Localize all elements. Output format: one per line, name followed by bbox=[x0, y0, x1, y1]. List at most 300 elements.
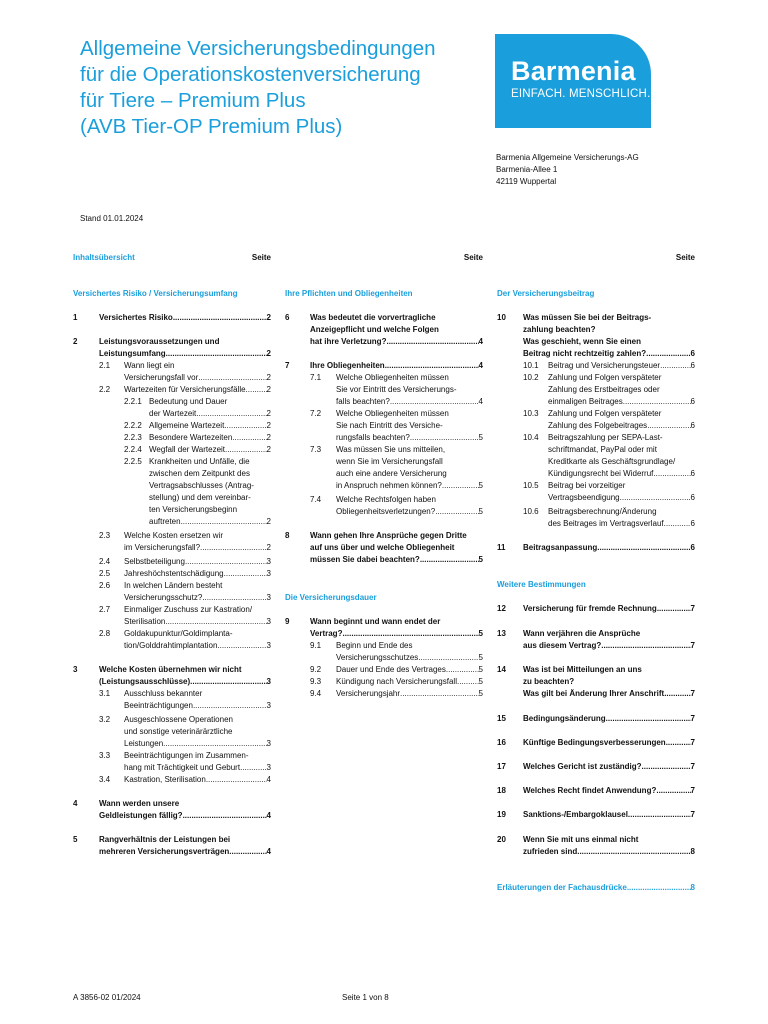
dot-leader bbox=[647, 420, 690, 432]
dot-leader bbox=[457, 676, 479, 688]
entry-text bbox=[99, 312, 271, 324]
entry-number: 9.4 bbox=[310, 689, 322, 698]
entry-text bbox=[336, 408, 483, 444]
entry-line: Kreditkarte als Geschäftsgrundlage/ bbox=[548, 457, 676, 466]
entry-line: Geldleistungen fällig? bbox=[99, 811, 183, 820]
entry-line: Was müssen Sie uns mitteilen, bbox=[336, 445, 446, 454]
dot-leader bbox=[206, 774, 267, 786]
entry-text bbox=[548, 360, 695, 372]
toc-header bbox=[285, 252, 483, 264]
toc-label: Inhaltsübersicht bbox=[73, 253, 135, 262]
entry-number: 2.3 bbox=[99, 531, 111, 540]
entry-line: Beitragszahlung per SEPA-Last- bbox=[548, 433, 663, 442]
dot-leader bbox=[597, 542, 690, 554]
entry-page: 4 bbox=[266, 775, 271, 784]
entry-text bbox=[336, 676, 483, 688]
entry-line: auch eine andere Versicherung bbox=[336, 469, 447, 478]
entry-number: 9 bbox=[285, 617, 290, 626]
entry-line: Selbstbeteiligung bbox=[124, 557, 185, 566]
seite-label: Seite bbox=[251, 253, 271, 262]
entry-line: Wann werden unsere bbox=[99, 799, 180, 808]
toc-column-3 bbox=[497, 252, 695, 892]
dot-leader bbox=[627, 882, 691, 894]
entry-line: hat ihre Verletzung? bbox=[310, 337, 387, 346]
entry-text bbox=[548, 432, 695, 480]
dot-leader bbox=[442, 480, 479, 492]
entry-page: 6 bbox=[690, 349, 695, 358]
entry-text bbox=[310, 530, 483, 566]
entry-page: 5 bbox=[478, 665, 483, 674]
entry-line: der Wartezeit bbox=[149, 409, 197, 418]
entry-line: Wenn Sie mit uns einmal nicht bbox=[523, 835, 639, 844]
entry-text bbox=[149, 396, 271, 420]
entry-line: Kündigungsrecht bei Widerruf bbox=[548, 469, 654, 478]
entry-line: Einmaliger Zuschuss zur Kastration/ bbox=[124, 605, 253, 614]
entry-text bbox=[523, 542, 695, 554]
entry-text bbox=[124, 714, 271, 750]
entry-line: in Anspruch nehmen können? bbox=[336, 481, 442, 490]
entry-line: Sie nach Eintritt des Versiche- bbox=[336, 421, 443, 430]
entry-page: 3 bbox=[266, 569, 271, 578]
entry-text bbox=[124, 774, 271, 786]
company-address bbox=[496, 152, 639, 188]
entry-page: 2 bbox=[266, 445, 271, 454]
entry-text bbox=[523, 785, 695, 797]
section-heading: Weitere Bestimmungen bbox=[497, 580, 586, 589]
entry-number: 12 bbox=[497, 604, 506, 613]
section-heading: Versichertes Risiko / Versicherungsumfang bbox=[73, 289, 238, 298]
entry-line: Sie vor Eintritt des Versicherungs- bbox=[336, 385, 457, 394]
entry-number: 2.4 bbox=[99, 557, 111, 566]
entry-line: zwischen dem Zeitpunkt des bbox=[149, 469, 250, 478]
entry-page: 7 bbox=[690, 762, 695, 771]
entry-page: 4 bbox=[266, 811, 271, 820]
entry-line: Sanktions-/Embargoklausel bbox=[523, 810, 628, 819]
entry-page: 4 bbox=[478, 397, 483, 406]
entry-text bbox=[124, 604, 271, 628]
entry-text bbox=[124, 360, 271, 384]
entry-text bbox=[124, 384, 271, 396]
entry-number: 2.8 bbox=[99, 629, 111, 638]
entry-page: 7 bbox=[690, 738, 695, 747]
dot-leader bbox=[664, 518, 691, 530]
entry-page: 3 bbox=[266, 593, 271, 602]
dot-leader bbox=[660, 360, 690, 372]
entry-page: 6 bbox=[690, 493, 695, 502]
entry-text bbox=[99, 798, 271, 822]
entry-number: 2.5 bbox=[99, 569, 111, 578]
entry-page: 6 bbox=[690, 543, 695, 552]
entry-number: 5 bbox=[73, 835, 78, 844]
entry-line: Was ist bei Mitteilungen an uns bbox=[523, 665, 642, 674]
entry-number: 7.4 bbox=[310, 495, 322, 504]
entry-line: Welches Recht findet Anwendung? bbox=[523, 786, 657, 795]
entry-line: tion/Golddrahtimplantation bbox=[124, 641, 218, 650]
entry-text bbox=[149, 444, 271, 456]
dot-leader bbox=[217, 640, 266, 652]
entry-line: Leistungsvoraussetzungen und bbox=[99, 337, 220, 346]
entry-page: 3 bbox=[266, 739, 271, 748]
entry-number: 19 bbox=[497, 810, 506, 819]
dot-leader bbox=[606, 713, 691, 725]
dot-leader bbox=[342, 628, 478, 640]
entry-line: Jahreshöchstentschädigung bbox=[124, 569, 224, 578]
entry-page: 5 bbox=[478, 677, 483, 686]
entry-line: Was geschieht, wenn Sie einen bbox=[523, 337, 641, 346]
dot-leader bbox=[666, 737, 691, 749]
entry-page: 3 bbox=[266, 677, 271, 686]
entry-number: 3 bbox=[73, 665, 78, 674]
entry-page: 4 bbox=[478, 337, 483, 346]
entry-line: Allgemeine Wartezeit bbox=[149, 421, 225, 430]
entry-page: 6 bbox=[690, 397, 695, 406]
entry-line: Beitrag und Versicherungsteuer bbox=[548, 361, 661, 370]
entry-page: 5 bbox=[478, 481, 483, 490]
document-title bbox=[80, 36, 490, 140]
entry-line: im Versicherungsfall? bbox=[124, 543, 201, 552]
entry-number: 2.6 bbox=[99, 581, 111, 590]
entry-page: 5 bbox=[478, 433, 483, 442]
title-line: (AVB Tier-OP Premium Plus) bbox=[80, 115, 343, 138]
dot-leader bbox=[224, 568, 267, 580]
entry-text bbox=[523, 664, 695, 700]
entry-page: 4 bbox=[266, 847, 271, 856]
entry-number: 2.7 bbox=[99, 605, 111, 614]
toc-header bbox=[497, 252, 695, 264]
entry-line: wenn Sie im Versicherungsfall bbox=[336, 457, 443, 466]
entry-page: 2 bbox=[266, 349, 271, 358]
entry-text bbox=[523, 312, 695, 360]
entry-page: 6 bbox=[690, 469, 695, 478]
entry-line: Versicherungsfall vor bbox=[124, 373, 199, 382]
entry-page: 2 bbox=[266, 385, 271, 394]
entry-line: (Leistungsausschlüsse) bbox=[99, 677, 191, 686]
entry-text bbox=[336, 372, 483, 408]
dot-leader bbox=[601, 640, 690, 652]
toc-column-2 bbox=[285, 252, 483, 698]
entry-number: 10.1 bbox=[523, 361, 539, 370]
dot-leader bbox=[620, 492, 691, 504]
entry-page: 4 bbox=[478, 361, 483, 370]
dot-leader bbox=[653, 468, 690, 480]
entry-line: Künftige Bedingungsverbesserungen bbox=[523, 738, 666, 747]
entry-page: 7 bbox=[690, 689, 695, 698]
entry-text bbox=[149, 420, 271, 432]
dot-leader bbox=[200, 542, 267, 554]
address-line: Barmenia Allgemeine Versicherungs-AG bbox=[496, 153, 639, 162]
entry-text bbox=[336, 444, 483, 492]
entry-page: 7 bbox=[690, 786, 695, 795]
entry-page: 5 bbox=[478, 555, 483, 564]
entry-line: rungsfalls beachten? bbox=[336, 433, 410, 442]
dot-leader bbox=[181, 516, 267, 528]
entry-number: 3.4 bbox=[99, 775, 111, 784]
entry-line: Wann liegt ein bbox=[124, 361, 175, 370]
entry-line: Versichertes Risiko bbox=[99, 313, 173, 322]
dot-leader bbox=[646, 348, 690, 360]
entry-page: 2 bbox=[266, 373, 271, 382]
entry-line: Versicherungsschutzes bbox=[336, 653, 419, 662]
dot-leader bbox=[185, 556, 267, 568]
dot-leader bbox=[240, 762, 266, 774]
form-code: A 3856-02 01/2024 bbox=[73, 993, 141, 1002]
entry-line: Beitrag bei vorzeitiger bbox=[548, 481, 626, 490]
entry-line: Dauer und Ende des Vertrages bbox=[336, 665, 446, 674]
dot-leader bbox=[224, 420, 266, 432]
entry-line: Zahlung des Folgebeitrages bbox=[548, 421, 648, 430]
dot-leader bbox=[229, 846, 266, 858]
entry-text bbox=[124, 556, 271, 568]
dot-leader bbox=[577, 846, 690, 858]
entry-page: 2 bbox=[266, 409, 271, 418]
entry-text bbox=[523, 809, 695, 821]
entry-line: Kündigung nach Versicherungsfall bbox=[336, 677, 457, 686]
entry-number: 10.5 bbox=[523, 481, 539, 490]
entry-text bbox=[336, 688, 483, 700]
entry-number: 10.6 bbox=[523, 507, 539, 516]
entry-page: 7 bbox=[690, 714, 695, 723]
dot-leader bbox=[628, 809, 691, 821]
entry-line: zufrieden sind bbox=[523, 847, 578, 856]
entry-line: Versicherung für fremde Rechnung bbox=[523, 604, 657, 613]
entry-text bbox=[497, 882, 695, 894]
entry-line: Besondere Wartezeiten bbox=[149, 433, 233, 442]
entry-page: 3 bbox=[266, 617, 271, 626]
entry-number: 2.2.1 bbox=[124, 397, 142, 406]
entry-page: 5 bbox=[478, 629, 483, 638]
entry-number: 7 bbox=[285, 361, 290, 370]
entry-line: Wann beginnt und wann endet der bbox=[310, 617, 441, 626]
dot-leader bbox=[163, 738, 266, 750]
address-line: 42119 Wuppertal bbox=[496, 177, 557, 186]
entry-line: Erläuterungen der Fachausdrücke bbox=[497, 883, 627, 892]
entry-text bbox=[149, 432, 271, 444]
entry-line: Rangverhältnis der Leistungen bei bbox=[99, 835, 231, 844]
entry-line: Bedeutung und Dauer bbox=[149, 397, 228, 406]
entry-page: 2 bbox=[266, 421, 271, 430]
entry-number: 10.2 bbox=[523, 373, 539, 382]
entry-page: 5 bbox=[478, 507, 483, 516]
entry-line: Ausschluss bekannter bbox=[124, 689, 203, 698]
entry-page: 8 bbox=[690, 847, 695, 856]
entry-number: 2.2.2 bbox=[124, 421, 142, 430]
entry-text bbox=[548, 480, 695, 504]
entry-number: 14 bbox=[497, 665, 506, 674]
entry-page: 6 bbox=[690, 421, 695, 430]
entry-line: Welche Kosten übernehmen wir nicht bbox=[99, 665, 242, 674]
entry-text bbox=[99, 336, 271, 360]
dot-leader bbox=[183, 810, 267, 822]
entry-page: 3 bbox=[266, 557, 271, 566]
entry-line: Zahlung und Folgen verspäteter bbox=[548, 409, 662, 418]
dot-leader bbox=[193, 700, 267, 712]
entry-line: ten Versicherungsbeginn bbox=[149, 505, 238, 514]
dot-leader bbox=[173, 312, 267, 324]
entry-page: 7 bbox=[690, 604, 695, 613]
entry-line: Was gilt bei Änderung Ihrer Anschrift bbox=[523, 689, 665, 698]
entry-page: 3 bbox=[266, 701, 271, 710]
entry-line: aus diesem Vertrag? bbox=[523, 641, 602, 650]
dot-leader bbox=[196, 408, 266, 420]
entry-line: Beitragsanpassung bbox=[523, 543, 598, 552]
dot-leader bbox=[420, 554, 479, 566]
entry-number: 16 bbox=[497, 738, 506, 747]
entry-text bbox=[523, 761, 695, 773]
entry-line: Ausgeschlossene Operationen bbox=[124, 715, 233, 724]
entry-line: Zahlung und Folgen verspäteter bbox=[548, 373, 662, 382]
entry-text bbox=[149, 456, 271, 528]
entry-text bbox=[124, 530, 271, 554]
dot-leader bbox=[418, 652, 478, 664]
entry-line: des Beitrages im Vertragsverlauf bbox=[548, 519, 664, 528]
entry-number: 18 bbox=[497, 786, 506, 795]
dot-leader bbox=[225, 444, 267, 456]
entry-line: Vertragsbeendigung bbox=[548, 493, 620, 502]
entry-number: 2.1 bbox=[99, 361, 111, 370]
entry-line: Obliegenheitsverletzungen? bbox=[336, 507, 436, 516]
entry-line: Was müssen Sie bei der Beitrags- bbox=[523, 313, 652, 322]
entry-text bbox=[548, 408, 695, 432]
entry-line: Wegfall der Wartezeit bbox=[149, 445, 226, 454]
entry-number: 4 bbox=[73, 799, 78, 808]
entry-line: Welche Obliegenheiten müssen bbox=[336, 409, 449, 418]
entry-line: Beitrag nicht rechtzeitig zahlen? bbox=[523, 349, 647, 358]
entry-number: 10 bbox=[497, 313, 506, 322]
entry-line: Welche Obliegenheiten müssen bbox=[336, 373, 449, 382]
entry-line: müssen Sie dabei beachten? bbox=[310, 555, 420, 564]
entry-line: auf uns über und welche Obliegenheit bbox=[310, 543, 455, 552]
entry-line: Sterilisation bbox=[124, 617, 166, 626]
entry-line: und sonstige veterinärärztliche bbox=[124, 727, 233, 736]
entry-number: 9.1 bbox=[310, 641, 322, 650]
entry-number: 2 bbox=[73, 337, 78, 346]
entry-page: 7 bbox=[690, 641, 695, 650]
title-line: für die Operationskostenversicherung bbox=[80, 63, 421, 86]
entry-number: 20 bbox=[497, 835, 506, 844]
entry-line: Goldakupunktur/Goldimplanta- bbox=[124, 629, 233, 638]
entry-number: 9.3 bbox=[310, 677, 322, 686]
dot-leader bbox=[390, 396, 479, 408]
entry-line: zu beachten? bbox=[523, 677, 575, 686]
entry-page: 3 bbox=[266, 641, 271, 650]
entry-line: Welches Gericht ist zuständig? bbox=[523, 762, 642, 771]
entry-text bbox=[124, 688, 271, 712]
barmenia-logo bbox=[495, 34, 651, 128]
seite-label: Seite bbox=[463, 253, 483, 262]
logo-claim: EINFACH. MENSCHLICH. bbox=[511, 88, 651, 100]
entry-number: 13 bbox=[497, 629, 506, 638]
entry-number: 7.3 bbox=[310, 445, 322, 454]
entry-line: Krankheiten und Unfälle, die bbox=[149, 457, 250, 466]
entry-page: 6 bbox=[690, 361, 695, 370]
entry-line: Beitragsberechnung/Änderung bbox=[548, 507, 657, 516]
dot-leader bbox=[198, 372, 266, 384]
entry-page: 5 bbox=[478, 653, 483, 662]
title-line: Allgemeine Versicherungsbedingungen bbox=[80, 37, 436, 60]
entry-number: 2.2.4 bbox=[124, 445, 142, 454]
entry-text bbox=[124, 568, 271, 580]
entry-line: falls beachten? bbox=[336, 397, 390, 406]
dot-leader bbox=[664, 688, 690, 700]
dot-leader bbox=[246, 384, 267, 396]
section-heading: Der Versicherungsbeitrag bbox=[497, 289, 595, 298]
dot-leader bbox=[400, 688, 479, 700]
entry-number: 15 bbox=[497, 714, 506, 723]
toc-column-1 bbox=[73, 252, 271, 856]
entry-line: Vertrag? bbox=[310, 629, 343, 638]
entry-number: 17 bbox=[497, 762, 506, 771]
entry-number: 1 bbox=[73, 313, 78, 322]
dot-leader bbox=[656, 785, 690, 797]
entry-page: 8 bbox=[690, 883, 695, 892]
entry-number: 9.2 bbox=[310, 665, 322, 674]
entry-text bbox=[124, 628, 271, 652]
dot-leader bbox=[166, 348, 267, 360]
entry-number: 3.1 bbox=[99, 689, 111, 698]
entry-text bbox=[548, 372, 695, 408]
entry-line: stellung) und dem vereinbar- bbox=[149, 493, 251, 502]
entry-page: 2 bbox=[266, 543, 271, 552]
entry-line: mehreren Versicherungsverträgen bbox=[99, 847, 230, 856]
entry-line: Wartezeiten für Versicherungsfälle bbox=[124, 385, 246, 394]
entry-number: 11 bbox=[497, 543, 506, 552]
dot-leader bbox=[165, 616, 266, 628]
section-heading: Ihre Pflichten und Obliegenheiten bbox=[285, 289, 413, 298]
entry-line: Wann gehen Ihre Ansprüche gegen Dritte bbox=[310, 531, 467, 540]
entry-line: auftreten bbox=[149, 517, 181, 526]
entry-text bbox=[336, 640, 483, 664]
entry-number: 2.2.3 bbox=[124, 433, 142, 442]
entry-line: Beginn und Ende des bbox=[336, 641, 413, 650]
dot-leader bbox=[435, 506, 478, 518]
entry-page: 3 bbox=[266, 763, 271, 772]
dot-leader bbox=[232, 432, 266, 444]
dot-leader bbox=[410, 432, 479, 444]
entry-text bbox=[523, 603, 695, 615]
dot-leader bbox=[190, 676, 266, 688]
dot-leader bbox=[385, 360, 479, 372]
entry-text bbox=[548, 506, 695, 530]
dot-leader bbox=[657, 603, 691, 615]
entry-number: 3.2 bbox=[99, 715, 111, 724]
entry-text bbox=[523, 713, 695, 725]
entry-text bbox=[99, 834, 271, 858]
entry-text bbox=[124, 580, 271, 604]
entry-text bbox=[336, 664, 483, 676]
entry-line: Was bedeutet die vorvertragliche bbox=[310, 313, 436, 322]
entry-line: Wann verjähren die Ansprüche bbox=[523, 629, 641, 638]
entry-number: 3.3 bbox=[99, 751, 111, 760]
entry-text bbox=[124, 750, 271, 774]
entry-line: zahlung beachten? bbox=[523, 325, 596, 334]
logo-name: Barmenia bbox=[511, 56, 636, 86]
entry-page: 2 bbox=[266, 433, 271, 442]
entry-line: Kastration, Sterilisation bbox=[124, 775, 206, 784]
dot-leader bbox=[642, 761, 691, 773]
dot-leader bbox=[446, 664, 479, 676]
entry-line: Welche Kosten ersetzen wir bbox=[124, 531, 224, 540]
entry-page: 7 bbox=[690, 810, 695, 819]
entry-number: 10.4 bbox=[523, 433, 539, 442]
entry-line: schriftmandat, PayPal oder mit bbox=[548, 445, 657, 454]
entry-line: Ihre Obliegenheiten bbox=[310, 361, 385, 370]
entry-text bbox=[336, 494, 483, 518]
page-number: Seite 1 von 8 bbox=[342, 993, 389, 1002]
seite-label: Seite bbox=[675, 253, 695, 262]
dot-leader bbox=[202, 592, 266, 604]
entry-number: 10.3 bbox=[523, 409, 539, 418]
entry-number: 7.1 bbox=[310, 373, 322, 382]
